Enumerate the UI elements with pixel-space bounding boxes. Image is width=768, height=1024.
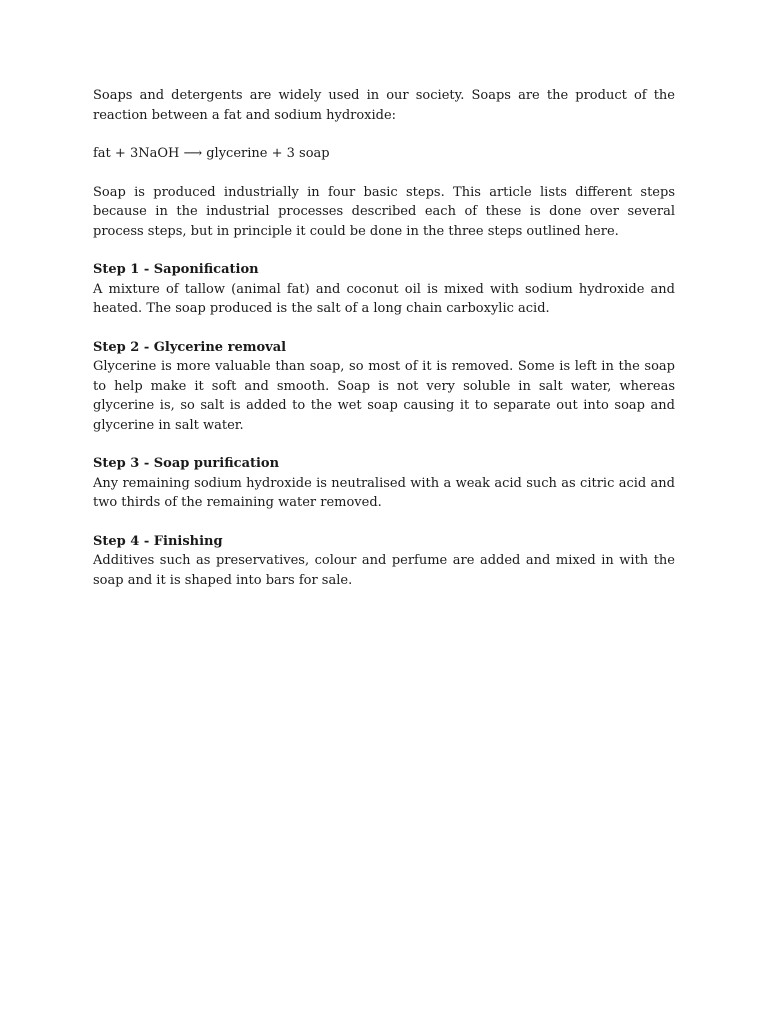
step-body: Additives such as preservatives, colour and perfume are added and mixed in with the soap and it is shaped into bars for sale.	[93, 553, 675, 588]
step-body: Glycerine is more valuable than soap, so most of it is removed. Some is left in the soap to help make it soft and smooth. Soap is not very soluble in salt water, whereas glycerine is, so salt is added to the wet soap causing it to separate out into soap and glycerine in salt water.	[93, 359, 675, 433]
step-heading: Step 4 - Finishing	[93, 533, 223, 549]
document-page	[93, 86, 675, 590]
overview-paragraph: Soap is produced industrially in four basic steps. This article lists different steps because in the industrial processes described each of these is done over several process steps, but in principle it could be done in the three steps outlined here.	[93, 184, 675, 239]
step-section-3	[93, 454, 675, 513]
step-section-2	[93, 338, 675, 436]
intro-paragraph: Soaps and detergents are widely used in our society. Soaps are the product of the reaction between a fat and sodium hydroxide:	[93, 88, 675, 123]
step-section-1	[93, 260, 675, 319]
step-heading: Step 3 - Soap purification	[93, 456, 280, 471]
step-section-4	[93, 532, 675, 591]
step-heading: Step 1 - Saponification	[93, 262, 259, 277]
step-body: Any remaining sodium hydroxide is neutralised with a weak acid such as citric acid and two thirds of the remaining water removed.	[93, 475, 675, 510]
reaction-equation: fat + 3NaOH ⟶ glycerine + 3 soap	[93, 146, 330, 161]
step-body: A mixture of tallow (animal fat) and coconut oil is mixed with sodium hydroxide and heated. The soap produced is the salt of a long chain carboxylic acid.	[93, 281, 675, 316]
step-heading: Step 2 - Glycerine removal	[93, 339, 287, 355]
